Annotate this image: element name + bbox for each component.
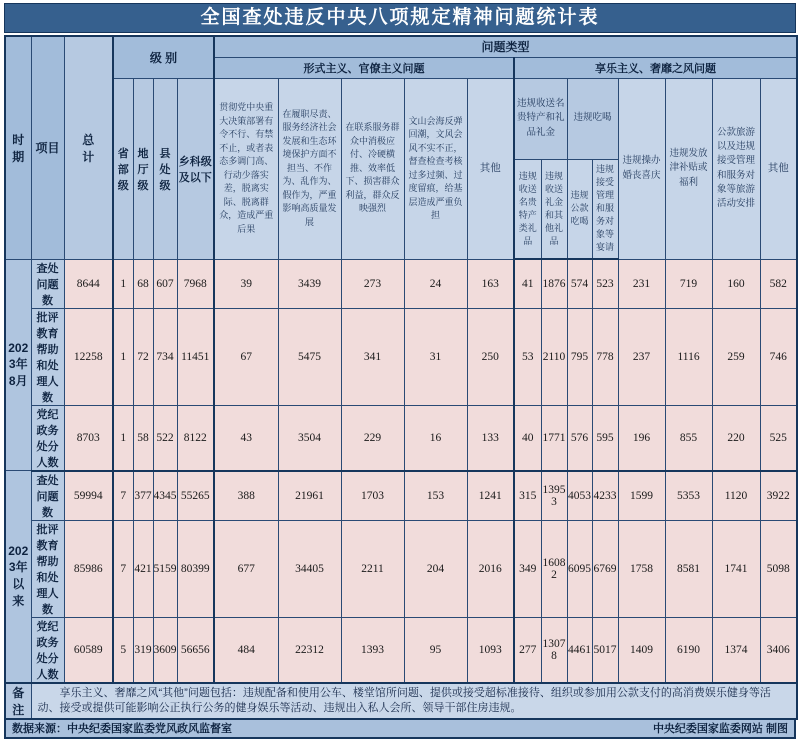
header-gifts-sub-1: 违规收送名贵特产类礼品 — [514, 159, 541, 259]
value-cell: 576 — [567, 405, 592, 471]
value-cell: 43 — [214, 405, 278, 471]
header-gifts-group: 违规收送名贵特产和礼品礼金 — [514, 78, 567, 159]
value-cell: 7968 — [177, 259, 214, 308]
value-cell: 204 — [404, 520, 467, 617]
value-cell: 5098 — [760, 520, 797, 617]
row-label: 批评教育帮助和处理人数 — [31, 308, 64, 405]
value-cell: 68 — [133, 259, 153, 308]
value-cell: 16082 — [541, 520, 567, 617]
value-cell: 746 — [760, 308, 797, 405]
header-formalism-col-3: 在联系服务群众中消极应付、冷硬横推、效率低下、损害群众利益，群众反映强烈 — [341, 78, 404, 259]
value-cell: 607 — [153, 259, 177, 308]
value-cell: 11451 — [177, 308, 214, 405]
table-header — [5, 36, 797, 259]
header-level-province: 省部级 — [113, 78, 133, 259]
value-cell: 259 — [712, 308, 760, 405]
table-body — [5, 259, 797, 683]
value-cell: 1 — [113, 405, 133, 471]
header-level-county: 县处级 — [153, 78, 177, 259]
notes-label: 备注 — [5, 683, 31, 719]
statistics-table — [4, 35, 798, 720]
value-cell: 421 — [133, 520, 153, 617]
value-cell: 388 — [214, 471, 278, 521]
value-cell: 855 — [665, 405, 712, 471]
value-cell: 8703 — [64, 405, 113, 471]
value-cell: 58 — [133, 405, 153, 471]
value-cell: 72 — [133, 308, 153, 405]
value-cell: 677 — [214, 520, 278, 617]
value-cell: 67 — [214, 308, 278, 405]
value-cell: 795 — [567, 308, 592, 405]
value-cell: 1 — [113, 308, 133, 405]
value-cell: 1599 — [618, 471, 665, 521]
value-cell: 3609 — [153, 617, 177, 683]
value-cell: 229 — [341, 405, 404, 471]
value-cell: 574 — [567, 259, 592, 308]
source-bar — [4, 720, 796, 739]
value-cell: 315 — [514, 471, 541, 521]
value-cell: 3504 — [278, 405, 341, 471]
period-cell: 2023年以来 — [5, 471, 31, 683]
value-cell: 2211 — [341, 520, 404, 617]
value-cell: 39 — [214, 259, 278, 308]
value-cell: 59994 — [64, 471, 113, 521]
value-cell: 277 — [514, 617, 541, 683]
value-cell: 1120 — [712, 471, 760, 521]
value-cell: 60589 — [64, 617, 113, 683]
value-cell: 41 — [514, 259, 541, 308]
header-dining-sub-1: 违规公款吃喝 — [567, 159, 592, 259]
header-hedonism-group: 享乐主义、奢靡之风问题 — [514, 57, 797, 78]
period-cell: 2023年8月 — [5, 259, 31, 471]
value-cell: 523 — [592, 259, 618, 308]
header-total: 总 计 — [64, 36, 113, 259]
value-cell: 6769 — [592, 520, 618, 617]
header-dining-sub-2: 违规接受管理和服务对象等宴请 — [592, 159, 618, 259]
header-formalism-col-4: 文山会海反弹回潮，文风会风不实不正，督查检查考核过多过频、过度留痕，给基层造成严重负担 — [404, 78, 467, 259]
value-cell: 1703 — [341, 471, 404, 521]
header-level-group: 级 别 — [113, 36, 214, 78]
header-formalism-col-2: 在履职尽责、服务经济社会发展和生态环境保护方面不担当、不作为、乱作为、假作为，严重影响高质量发展 — [278, 78, 341, 259]
header-level-prefecture: 地厅级 — [133, 78, 153, 259]
value-cell: 160 — [712, 259, 760, 308]
value-cell: 273 — [341, 259, 404, 308]
header-item: 项目 — [31, 36, 64, 259]
notes-section — [5, 683, 797, 719]
value-cell: 34405 — [278, 520, 341, 617]
value-cell: 4233 — [592, 471, 618, 521]
row-label: 查处问题数 — [31, 259, 64, 308]
value-cell: 1771 — [541, 405, 567, 471]
value-cell: 53 — [514, 308, 541, 405]
header-formalism-other: 其他 — [467, 78, 514, 259]
value-cell: 1741 — [712, 520, 760, 617]
value-cell: 595 — [592, 405, 618, 471]
header-period: 时期 — [5, 36, 31, 259]
value-cell: 7 — [113, 520, 133, 617]
value-cell: 734 — [153, 308, 177, 405]
header-problem-type: 问题类型 — [214, 36, 797, 57]
value-cell: 12258 — [64, 308, 113, 405]
value-cell: 1374 — [712, 617, 760, 683]
value-cell: 56656 — [177, 617, 214, 683]
header-level-township: 乡科级及以下 — [177, 78, 214, 259]
value-cell: 522 — [153, 405, 177, 471]
value-cell: 5017 — [592, 617, 618, 683]
value-cell: 341 — [341, 308, 404, 405]
value-cell: 719 — [665, 259, 712, 308]
row-label: 查处问题数 — [31, 471, 64, 521]
value-cell: 250 — [467, 308, 514, 405]
value-cell: 1409 — [618, 617, 665, 683]
header-gifts-sub-2: 违规收送礼金和其他礼品 — [541, 159, 567, 259]
table-row — [5, 405, 797, 471]
value-cell: 778 — [592, 308, 618, 405]
value-cell: 1093 — [467, 617, 514, 683]
value-cell: 1393 — [341, 617, 404, 683]
value-cell: 22312 — [278, 617, 341, 683]
value-cell: 85986 — [64, 520, 113, 617]
row-label: 批评教育帮助和处理人数 — [31, 520, 64, 617]
table-row — [5, 617, 797, 683]
value-cell: 4053 — [567, 471, 592, 521]
value-cell: 6095 — [567, 520, 592, 617]
value-cell: 1116 — [665, 308, 712, 405]
header-travel: 公款旅游以及违规接受管理和服务对象等旅游活动安排 — [712, 78, 760, 259]
header-weddings: 违规操办婚丧喜庆 — [618, 78, 665, 259]
value-cell: 220 — [712, 405, 760, 471]
header-formalism-group: 形式主义、官僚主义问题 — [214, 57, 514, 78]
row-label: 党纪政务处分人数 — [31, 617, 64, 683]
row-label: 党纪政务处分人数 — [31, 405, 64, 471]
page — [4, 3, 796, 739]
page-title: 全国查处违反中央八项规定精神问题统计表 — [4, 3, 796, 33]
value-cell: 1876 — [541, 259, 567, 308]
value-cell: 133 — [467, 405, 514, 471]
value-cell: 582 — [760, 259, 797, 308]
value-cell: 8122 — [177, 405, 214, 471]
value-cell: 237 — [618, 308, 665, 405]
value-cell: 21961 — [278, 471, 341, 521]
value-cell: 2110 — [541, 308, 567, 405]
value-cell: 3922 — [760, 471, 797, 521]
table-row — [5, 259, 797, 308]
header-hedonism-other: 其他 — [760, 78, 797, 259]
value-cell: 1241 — [467, 471, 514, 521]
header-dining-group: 违规吃喝 — [567, 78, 618, 159]
value-cell: 5475 — [278, 308, 341, 405]
value-cell: 1758 — [618, 520, 665, 617]
value-cell: 525 — [760, 405, 797, 471]
header-formalism-col-1: 贯彻党中央重大决策部署有令不行、有禁不止，或者表态多调门高、行动少落实差，脱离实际、脱离群众，造成严重后果 — [214, 78, 278, 259]
value-cell: 80399 — [177, 520, 214, 617]
credit-text: 中央纪委国家监委网站 制图 — [652, 723, 788, 735]
value-cell: 13078 — [541, 617, 567, 683]
table-row — [5, 471, 797, 521]
value-cell: 377 — [133, 471, 153, 521]
table-row — [5, 308, 797, 405]
value-cell: 1 — [113, 259, 133, 308]
value-cell: 319 — [133, 617, 153, 683]
header-allowances: 违规发放津补贴或福利 — [665, 78, 712, 259]
value-cell: 484 — [214, 617, 278, 683]
notes-text: 享乐主义、奢靡之风“其他”问题包括：违规配备和使用公车、楼堂馆所问题、提供或接受超标准接待、组织或参加用公款支付的高消费娱乐健身等活动、接受或提供可能影响公正执行公务的健身娱乐等活动、违规出入私人会所、领导干部住房违规。 — [31, 683, 797, 719]
value-cell: 31 — [404, 308, 467, 405]
value-cell: 349 — [514, 520, 541, 617]
value-cell: 231 — [618, 259, 665, 308]
value-cell: 196 — [618, 405, 665, 471]
value-cell: 24 — [404, 259, 467, 308]
value-cell: 5353 — [665, 471, 712, 521]
value-cell: 8644 — [64, 259, 113, 308]
value-cell: 4345 — [153, 471, 177, 521]
value-cell: 16 — [404, 405, 467, 471]
value-cell: 7 — [113, 471, 133, 521]
table-row — [5, 520, 797, 617]
data-source-text: 数据来源：中央纪委国家监委党风政风监督室 — [12, 723, 232, 735]
value-cell: 2016 — [467, 520, 514, 617]
value-cell: 5 — [113, 617, 133, 683]
value-cell: 3406 — [760, 617, 797, 683]
value-cell: 13953 — [541, 471, 567, 521]
value-cell: 8581 — [665, 520, 712, 617]
value-cell: 40 — [514, 405, 541, 471]
value-cell: 5159 — [153, 520, 177, 617]
value-cell: 163 — [467, 259, 514, 308]
value-cell: 153 — [404, 471, 467, 521]
value-cell: 6190 — [665, 617, 712, 683]
value-cell: 4461 — [567, 617, 592, 683]
value-cell: 95 — [404, 617, 467, 683]
value-cell: 55265 — [177, 471, 214, 521]
value-cell: 3439 — [278, 259, 341, 308]
